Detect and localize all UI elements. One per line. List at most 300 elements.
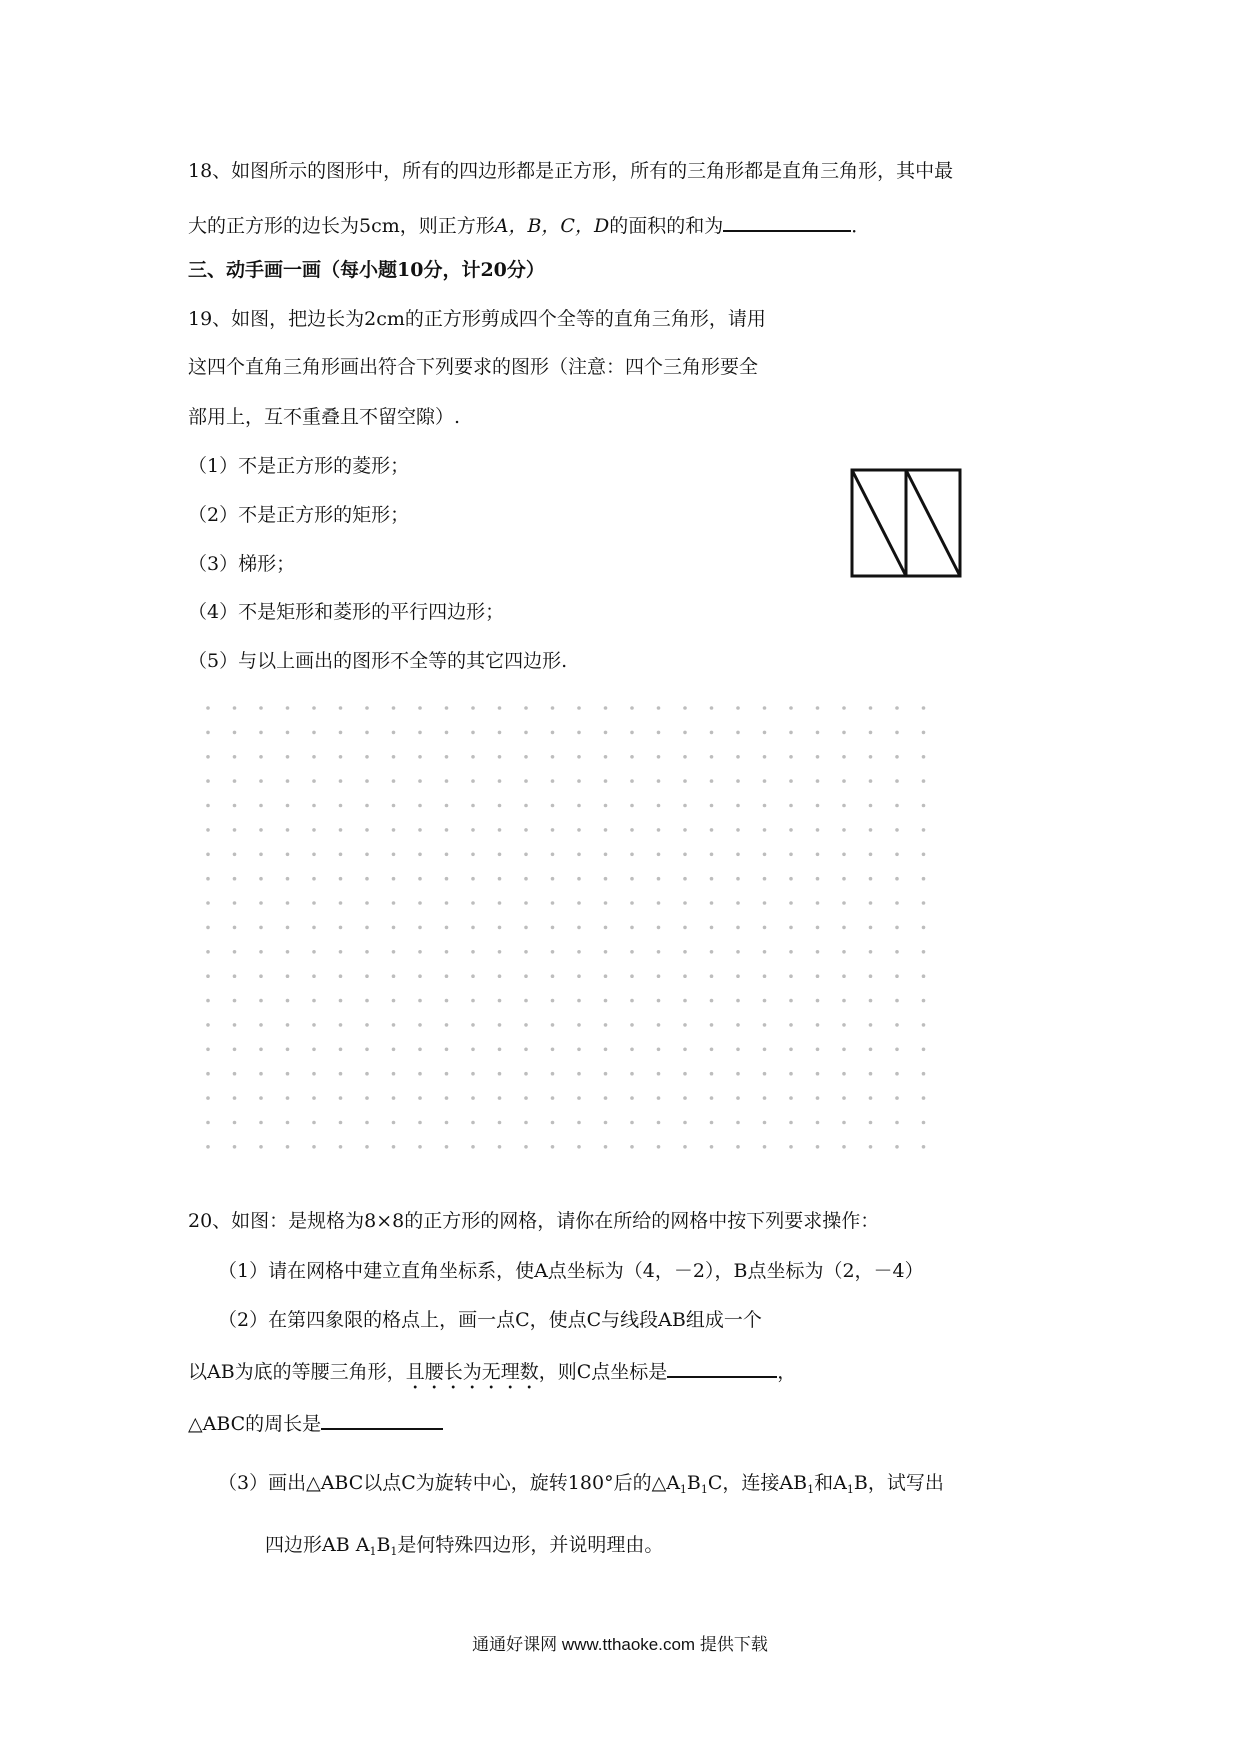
grid-dot xyxy=(683,1096,687,1100)
grid-dot xyxy=(312,1096,316,1100)
grid-dot xyxy=(922,853,926,857)
grid-dot xyxy=(418,999,422,1003)
grid-dot xyxy=(577,901,581,905)
grid-dot xyxy=(286,731,290,735)
grid-dot xyxy=(763,877,767,881)
q20-sub-3-text-a: （3）画出△ABC以点C为旋转中心，旋转180°后的△A xyxy=(218,1472,680,1494)
grid-dot xyxy=(630,804,634,808)
grid-dot xyxy=(286,926,290,930)
grid-dot xyxy=(365,779,369,783)
grid-dot xyxy=(816,1072,820,1076)
grid-dot xyxy=(657,828,661,832)
grid-dot xyxy=(763,1145,767,1149)
grid-dot xyxy=(683,804,687,808)
grid-dot xyxy=(365,706,369,710)
grid-dot xyxy=(604,877,608,881)
q19-item-4: （4）不是矩形和菱形的平行四边形； xyxy=(188,601,505,623)
grid-dot xyxy=(710,828,714,832)
grid-dot xyxy=(895,731,899,735)
grid-dot xyxy=(842,1072,846,1076)
grid-dot xyxy=(630,1072,634,1076)
grid-dot xyxy=(418,926,422,930)
grid-dot xyxy=(763,853,767,857)
grid-dot xyxy=(418,1072,422,1076)
grid-dot xyxy=(339,974,343,978)
grid-dot xyxy=(259,1048,263,1052)
grid-dot xyxy=(233,1048,237,1052)
grid-dot xyxy=(604,804,608,808)
grid-dot xyxy=(312,1023,316,1027)
grid-dot xyxy=(922,901,926,905)
q19-item-1: （1）不是正方形的菱形； xyxy=(188,455,410,477)
grid-dot xyxy=(286,950,290,954)
grid-dot xyxy=(498,1072,502,1076)
q20-sub-2-text-a: 以AB为底的等腰三角形， xyxy=(188,1361,406,1383)
grid-dot xyxy=(816,1096,820,1100)
q20-line-1: 20、如图：是规格为8×8的正方形的网格，请你在所给的网格中按下列要求操作： xyxy=(188,1210,880,1232)
grid-dot xyxy=(657,804,661,808)
grid-dot xyxy=(392,1072,396,1076)
grid-dot xyxy=(551,706,555,710)
q18-square-labels: A，B，C，D xyxy=(494,215,610,237)
grid-dot xyxy=(683,1145,687,1149)
grid-dot xyxy=(418,731,422,735)
grid-dot xyxy=(286,901,290,905)
grid-dot xyxy=(657,950,661,954)
grid-dot xyxy=(206,853,210,857)
q18-line-2-prefix: 大的正方形的边长为5cm，则正方形 xyxy=(188,215,495,237)
grid-dot xyxy=(630,999,634,1003)
grid-dot xyxy=(312,779,316,783)
grid-dot xyxy=(736,853,740,857)
grid-dot xyxy=(551,1096,555,1100)
grid-dot xyxy=(763,901,767,905)
grid-dot xyxy=(286,779,290,783)
grid-dot xyxy=(312,1145,316,1149)
grid-dot xyxy=(498,755,502,759)
grid-dot xyxy=(233,779,237,783)
grid-dot xyxy=(286,1145,290,1149)
grid-dot xyxy=(816,877,820,881)
grid-dot xyxy=(604,1121,608,1125)
grid-dot xyxy=(842,1048,846,1052)
grid-dot xyxy=(922,706,926,710)
grid-dot xyxy=(710,974,714,978)
grid-dot xyxy=(206,926,210,930)
grid-dot xyxy=(577,779,581,783)
q20-c-coordinate-blank[interactable] xyxy=(667,1358,777,1378)
grid-dot xyxy=(922,1072,926,1076)
grid-dot xyxy=(551,926,555,930)
grid-dot xyxy=(816,999,820,1003)
grid-dot xyxy=(710,877,714,881)
grid-dot xyxy=(259,853,263,857)
grid-dot xyxy=(206,755,210,759)
grid-dot xyxy=(365,755,369,759)
grid-dot xyxy=(895,1072,899,1076)
grid-dot xyxy=(233,926,237,930)
grid-dot xyxy=(789,828,793,832)
grid-dot xyxy=(339,755,343,759)
grid-dot xyxy=(498,731,502,735)
grid-dot xyxy=(842,1096,846,1100)
grid-dot xyxy=(498,926,502,930)
grid-dot xyxy=(710,1048,714,1052)
q20-sub-3-line-2-text-b: B xyxy=(376,1534,391,1556)
q20-sub-3-line-2-text-c: 是何特殊四边形，并说明理由。 xyxy=(397,1534,664,1556)
grid-dot xyxy=(736,974,740,978)
grid-dot xyxy=(365,1096,369,1100)
q20-perimeter-label: △ABC的周长是 xyxy=(188,1413,322,1435)
grid-dot xyxy=(683,779,687,783)
grid-dot xyxy=(339,877,343,881)
grid-dot xyxy=(842,853,846,857)
grid-dot xyxy=(736,755,740,759)
q20-sub-3-line-2-text-a: 四边形AB A xyxy=(265,1534,370,1556)
grid-dot xyxy=(842,901,846,905)
grid-dot xyxy=(498,1023,502,1027)
grid-dot xyxy=(498,950,502,954)
grid-dot xyxy=(736,779,740,783)
grid-dot xyxy=(392,1023,396,1027)
grid-dot xyxy=(445,755,449,759)
grid-dot xyxy=(710,755,714,759)
grid-dot xyxy=(524,877,528,881)
q20-perimeter-blank[interactable] xyxy=(321,1410,443,1430)
grid-dot xyxy=(524,853,528,857)
grid-dot xyxy=(630,1096,634,1100)
grid-dot xyxy=(286,804,290,808)
grid-dot xyxy=(418,828,422,832)
q19-line-1: 19、如图，把边长为2cm的正方形剪成四个全等的直角三角形，请用 xyxy=(188,308,766,330)
grid-dot xyxy=(286,853,290,857)
q19-item-3: （3）梯形； xyxy=(188,553,296,575)
grid-dot xyxy=(763,974,767,978)
grid-dot xyxy=(233,804,237,808)
grid-dot xyxy=(286,1096,290,1100)
grid-dot xyxy=(339,950,343,954)
grid-dot xyxy=(551,779,555,783)
grid-dot xyxy=(339,1023,343,1027)
grid-dot xyxy=(259,755,263,759)
grid-dot xyxy=(657,877,661,881)
grid-dot xyxy=(233,828,237,832)
q18-answer-blank[interactable] xyxy=(723,212,851,232)
grid-dot xyxy=(763,828,767,832)
grid-dot xyxy=(657,901,661,905)
grid-dot xyxy=(895,804,899,808)
grid-dot xyxy=(498,853,502,857)
grid-dot xyxy=(630,901,634,905)
grid-dot xyxy=(471,853,475,857)
grid-dot xyxy=(312,1121,316,1125)
grid-dot xyxy=(312,877,316,881)
grid-dot xyxy=(365,950,369,954)
q20-sub-3-text-b: B xyxy=(686,1472,701,1494)
grid-dot xyxy=(869,1145,873,1149)
grid-dot xyxy=(763,804,767,808)
grid-dot xyxy=(657,731,661,735)
grid-dot xyxy=(816,1048,820,1052)
grid-dot xyxy=(286,706,290,710)
grid-dot xyxy=(683,731,687,735)
grid-dot xyxy=(233,1072,237,1076)
grid-dot xyxy=(392,779,396,783)
grid-dot xyxy=(445,926,449,930)
grid-dot xyxy=(657,706,661,710)
grid-dot xyxy=(657,779,661,783)
grid-dot xyxy=(736,804,740,808)
grid-dot xyxy=(339,1048,343,1052)
grid-dot xyxy=(789,731,793,735)
grid-dot xyxy=(524,901,528,905)
grid-dot xyxy=(763,950,767,954)
grid-dot xyxy=(736,901,740,905)
grid-dot xyxy=(365,828,369,832)
grid-dot xyxy=(551,974,555,978)
grid-dot xyxy=(392,804,396,808)
grid-dot xyxy=(630,706,634,710)
grid-dot xyxy=(339,731,343,735)
grid-dot xyxy=(339,779,343,783)
grid-dot xyxy=(339,853,343,857)
grid-dot xyxy=(418,950,422,954)
grid-dot xyxy=(365,1048,369,1052)
grid-dot xyxy=(339,901,343,905)
grid-dot xyxy=(869,1121,873,1125)
subscript-1: 1 xyxy=(807,1483,815,1496)
grid-dot xyxy=(312,706,316,710)
grid-dot xyxy=(736,1121,740,1125)
q19-square-figure xyxy=(850,468,970,580)
q20-sub-3-text-c: C，连接AB xyxy=(707,1472,808,1494)
grid-dot xyxy=(577,755,581,759)
grid-dot xyxy=(259,828,263,832)
grid-dot xyxy=(365,999,369,1003)
grid-dot xyxy=(259,950,263,954)
grid-dot xyxy=(445,974,449,978)
q20-sub-2-line-2 xyxy=(188,1358,796,1394)
grid-dot xyxy=(365,1072,369,1076)
grid-dot xyxy=(392,731,396,735)
grid-dot xyxy=(657,1072,661,1076)
grid-dot xyxy=(259,1145,263,1149)
grid-dot xyxy=(842,779,846,783)
grid-dot xyxy=(339,1072,343,1076)
grid-dot xyxy=(842,950,846,954)
grid-dot xyxy=(286,1121,290,1125)
grid-dot xyxy=(842,706,846,710)
grid-dot xyxy=(869,731,873,735)
grid-dot xyxy=(789,950,793,954)
grid-dot xyxy=(736,1145,740,1149)
grid-dot xyxy=(683,755,687,759)
grid-dot xyxy=(206,901,210,905)
grid-dot xyxy=(604,901,608,905)
grid-dot xyxy=(789,853,793,857)
grid-dot xyxy=(445,1072,449,1076)
grid-dot xyxy=(206,1072,210,1076)
grid-dot xyxy=(339,1145,343,1149)
subscript-1: 1 xyxy=(700,1483,708,1496)
grid-dot xyxy=(206,1023,210,1027)
grid-dot xyxy=(445,901,449,905)
grid-dot xyxy=(524,974,528,978)
grid-dot xyxy=(206,706,210,710)
grid-dot xyxy=(365,901,369,905)
grid-dot xyxy=(498,877,502,881)
grid-dot xyxy=(869,999,873,1003)
grid-dot xyxy=(604,974,608,978)
grid-dot xyxy=(233,1121,237,1125)
grid-dot xyxy=(922,974,926,978)
grid-dot xyxy=(312,999,316,1003)
grid-dot xyxy=(577,926,581,930)
q20-sub-2-text-end: ， xyxy=(777,1361,797,1383)
grid-dot xyxy=(524,1096,528,1100)
grid-dot xyxy=(710,1072,714,1076)
grid-dot xyxy=(789,1048,793,1052)
grid-dot xyxy=(418,853,422,857)
q19-line-2: 这四个直角三角形画出符合下列要求的图形（注意：四个三角形要全 xyxy=(188,356,759,378)
grid-dot xyxy=(869,804,873,808)
grid-dot xyxy=(630,853,634,857)
grid-dot xyxy=(392,901,396,905)
grid-dot xyxy=(816,950,820,954)
grid-dot xyxy=(922,1121,926,1125)
grid-dot xyxy=(233,1023,237,1027)
grid-dot xyxy=(498,804,502,808)
grid-dot xyxy=(365,1023,369,1027)
grid-dot xyxy=(524,1145,528,1149)
grid-dot xyxy=(895,1121,899,1125)
grid-dot xyxy=(259,1023,263,1027)
grid-dot xyxy=(471,706,475,710)
grid-dot xyxy=(630,755,634,759)
grid-dot xyxy=(869,779,873,783)
grid-dot xyxy=(286,1048,290,1052)
grid-dot xyxy=(392,999,396,1003)
grid-dot xyxy=(763,1072,767,1076)
grid-dot xyxy=(895,877,899,881)
q19-item-2: （2）不是正方形的矩形； xyxy=(188,504,410,526)
grid-dot xyxy=(233,755,237,759)
grid-dot xyxy=(524,828,528,832)
grid-dot xyxy=(259,1072,263,1076)
grid-dot xyxy=(524,731,528,735)
grid-dot xyxy=(445,828,449,832)
grid-dot xyxy=(312,901,316,905)
grid-dot xyxy=(842,731,846,735)
grid-dot xyxy=(816,926,820,930)
grid-dot xyxy=(895,1096,899,1100)
subscript-1: 1 xyxy=(369,1545,377,1558)
grid-dot xyxy=(418,779,422,783)
grid-dot xyxy=(445,1121,449,1125)
grid-dot xyxy=(445,950,449,954)
grid-dot xyxy=(312,926,316,930)
grid-dot xyxy=(418,974,422,978)
grid-dot xyxy=(816,901,820,905)
grid-dot xyxy=(577,999,581,1003)
grid-dot xyxy=(577,974,581,978)
grid-dot xyxy=(842,974,846,978)
grid-dot xyxy=(392,974,396,978)
grid-dot xyxy=(418,1048,422,1052)
grid-dot xyxy=(922,950,926,954)
grid-dot xyxy=(392,926,396,930)
grid-dot xyxy=(842,999,846,1003)
grid-dot xyxy=(736,706,740,710)
q19-item-5: （5）与以上画出的图形不全等的其它四边形. xyxy=(188,650,568,672)
grid-dot xyxy=(922,877,926,881)
grid-dot xyxy=(233,974,237,978)
grid-dot xyxy=(206,999,210,1003)
grid-dot xyxy=(498,974,502,978)
section-3-heading: 三、动手画一画（每小题10分，计20分） xyxy=(188,259,545,281)
grid-dot xyxy=(206,804,210,808)
grid-dot xyxy=(365,1145,369,1149)
grid-dot xyxy=(683,926,687,930)
grid-dot xyxy=(736,1023,740,1027)
dot-grid-drawing-area[interactable] xyxy=(200,700,960,1180)
grid-dot xyxy=(206,828,210,832)
grid-dot xyxy=(683,1072,687,1076)
grid-dot xyxy=(418,1023,422,1027)
grid-dot xyxy=(604,706,608,710)
grid-dot xyxy=(842,1023,846,1027)
grid-dot xyxy=(577,950,581,954)
grid-dot xyxy=(683,901,687,905)
grid-dot xyxy=(604,999,608,1003)
grid-dot xyxy=(286,974,290,978)
grid-dot xyxy=(339,804,343,808)
grid-dot xyxy=(233,901,237,905)
grid-dot xyxy=(551,1023,555,1027)
grid-dot xyxy=(524,1072,528,1076)
grid-dot xyxy=(551,901,555,905)
grid-dot xyxy=(895,706,899,710)
grid-dot xyxy=(551,828,555,832)
grid-dot xyxy=(604,1145,608,1149)
grid-dot xyxy=(763,926,767,930)
grid-dot xyxy=(922,779,926,783)
grid-dot xyxy=(392,853,396,857)
grid-dot xyxy=(895,755,899,759)
grid-dot xyxy=(339,828,343,832)
grid-dot xyxy=(551,853,555,857)
grid-dot xyxy=(312,853,316,857)
grid-dot xyxy=(365,853,369,857)
grid-dot xyxy=(869,901,873,905)
grid-dot xyxy=(869,1096,873,1100)
grid-dot xyxy=(816,828,820,832)
grid-dot xyxy=(233,731,237,735)
grid-dot xyxy=(365,926,369,930)
grid-dot xyxy=(922,828,926,832)
grid-dot xyxy=(683,706,687,710)
grid-dot xyxy=(498,1048,502,1052)
grid-dot xyxy=(551,1121,555,1125)
grid-dot xyxy=(683,974,687,978)
grid-dot xyxy=(259,706,263,710)
grid-dot xyxy=(789,999,793,1003)
grid-dot xyxy=(498,1145,502,1149)
grid-dot xyxy=(842,828,846,832)
figure-left-diagonal xyxy=(852,470,906,576)
grid-dot xyxy=(842,877,846,881)
grid-dot xyxy=(895,999,899,1003)
